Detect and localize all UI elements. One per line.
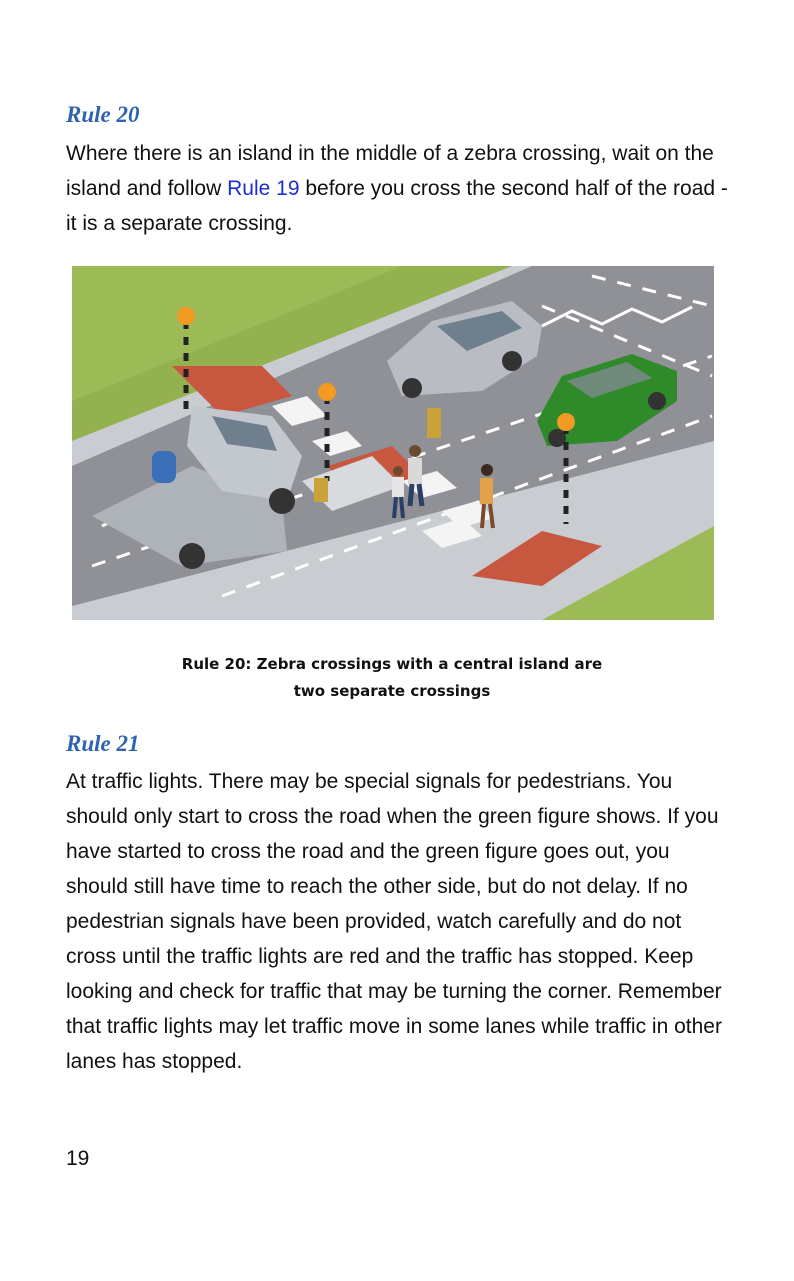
bollard-right — [427, 408, 441, 438]
figure-caption — [80, 651, 704, 705]
rule-20-paragraph — [66, 136, 731, 241]
rule-21-heading: Rule 21 — [66, 731, 140, 756]
bollard-left — [314, 478, 328, 502]
page-number: 19 — [66, 1147, 90, 1170]
caption-line-2: two separate crossings — [293, 682, 491, 700]
rule-20-heading: Rule 20 — [66, 102, 140, 127]
rule-21-paragraph: At traffic lights. There may be special signals for pedestrians. You should only start to cross the road when the green figure shows. If you have started to cross the road and the green figure goes out, you should still have time to reach the other side, but do not delay. If no pedestrian signals have been provided, watch carefully and do not cross until the traffic lights are red and the traffic has stopped. Keep looking and check for traffic that may be turning the corner. Remember that traffic lights may let traffic move in some lanes while traffic in other lanes has stopped. — [66, 770, 722, 1073]
zebra-crossing-illustration — [72, 266, 714, 620]
rule-20-text-after: before you cross the second half of the road - it is a separate crossing. — [66, 177, 728, 235]
caption-line-1: Rule 20: Zebra crossings with a central island are — [181, 655, 603, 673]
rule-19-link[interactable]: Rule 19 — [227, 177, 300, 200]
rule-20-text-before: Where there is an island in the middle of a zebra crossing, wait on the island and follow — [66, 142, 714, 200]
